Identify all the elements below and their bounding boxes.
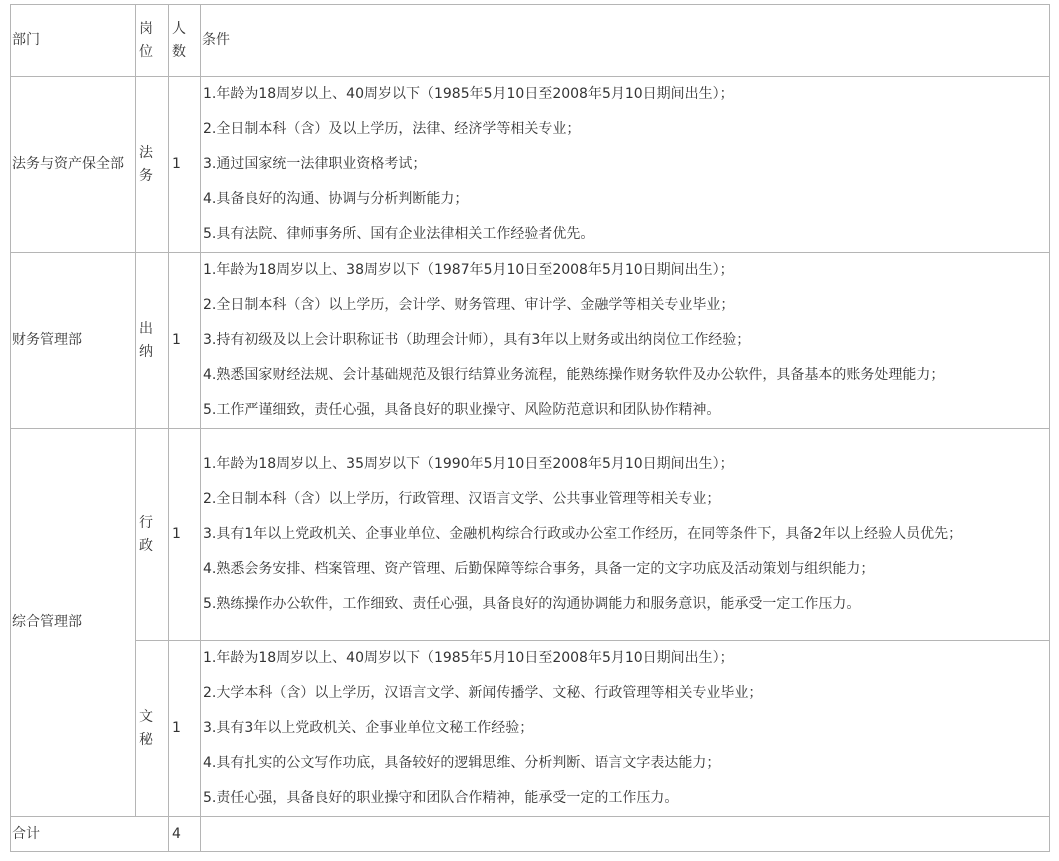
condition-item: 4.熟悉会务安排、档案管理、资产管理、后勤保障等综合事务，具备一定的文字功底及活动策划与组织能力； xyxy=(203,561,875,577)
conditions-cell xyxy=(201,429,1050,641)
count-cell: 1 xyxy=(169,641,201,817)
table-row xyxy=(11,253,1050,429)
header-cond: 条件 xyxy=(201,5,1050,77)
count-cell: 1 xyxy=(169,253,201,429)
condition-item: 4.具有扎实的公文写作功底，具备较好的逻辑思维、分析判断、语言文字表达能力； xyxy=(203,755,721,771)
condition-item: 3.通过国家统一法律职业资格考试； xyxy=(203,156,427,172)
condition-item: 5.责任心强，具备良好的职业操守和团队合作精神，能承受一定的工作压力。 xyxy=(203,790,679,806)
condition-item: 5.工作严谨细致，责任心强，具备良好的职业操守、风险防范意识和团队协作精神。 xyxy=(203,402,721,418)
condition-item: 2.大学本科（含）以上学历，汉语言文学、新闻传播学、文秘、行政管理等相关专业毕业； xyxy=(203,685,763,701)
condition-item: 4.熟悉国家财经法规、会计基础规范及银行结算业务流程，能熟练操作财务软件及办公软件，具备基本的账务处理能力； xyxy=(203,367,945,383)
header-dept: 部门 xyxy=(11,5,136,77)
dept-cell: 财务管理部 xyxy=(11,253,136,429)
conditions-cell xyxy=(201,253,1050,429)
post-cell: 文秘 xyxy=(136,641,169,817)
condition-item: 5.具有法院、律师事务所、国有企业法律相关工作经验者优先。 xyxy=(203,226,595,242)
condition-item: 2.全日制本科（含）以上学历，行政管理、汉语言文学、公共事业管理等相关专业； xyxy=(203,491,721,507)
count-cell: 1 xyxy=(169,77,201,253)
header-count: 人数 xyxy=(169,5,201,77)
condition-item: 3.持有初级及以上会计职称证书（助理会计师），具有3年以上财务或出纳岗位工作经验； xyxy=(203,332,751,348)
condition-item: 4.具备良好的沟通、协调与分析判断能力； xyxy=(203,191,469,207)
condition-item: 5.熟练操作办公软件，工作细致、责任心强，具备良好的沟通协调能力和服务意识，能承受一定工作压力。 xyxy=(203,596,861,612)
condition-item: 2.全日制本科（含）以上学历，会计学、财务管理、审计学、金融学等相关专业毕业； xyxy=(203,297,735,313)
table-row xyxy=(11,641,1050,817)
count-cell: 1 xyxy=(169,429,201,641)
condition-item: 1.年龄为18周岁以上、40周岁以下（1985年5月10日至2008年5月10日期间出生）； xyxy=(203,86,734,102)
total-empty-cell xyxy=(201,817,1050,852)
header-post: 岗位 xyxy=(136,5,169,77)
condition-item: 3.具有1年以上党政机关、企事业单位、金融机构综合行政或办公室工作经历，在同等条件下，具备2年以上经验人员优先； xyxy=(203,526,963,542)
table-row xyxy=(11,77,1050,253)
header-row xyxy=(11,5,1050,77)
dept-cell: 综合管理部 xyxy=(11,429,136,817)
conditions-cell xyxy=(201,641,1050,817)
recruitment-table xyxy=(10,4,1050,852)
post-cell: 行政 xyxy=(136,429,169,641)
condition-item: 1.年龄为18周岁以上、38周岁以下（1987年5月10日至2008年5月10日期间出生）； xyxy=(203,262,734,278)
total-row xyxy=(11,817,1050,852)
condition-item: 1.年龄为18周岁以上、40周岁以下（1985年5月10日至2008年5月10日期间出生）； xyxy=(203,650,734,666)
conditions-cell xyxy=(201,77,1050,253)
total-label: 合计 xyxy=(11,817,169,852)
condition-item: 2.全日制本科（含）及以上学历，法律、经济学等相关专业； xyxy=(203,121,581,137)
condition-item: 1.年龄为18周岁以上、35周岁以下（1990年5月10日至2008年5月10日期间出生）； xyxy=(203,456,734,472)
table-row xyxy=(11,429,1050,641)
post-cell: 法务 xyxy=(136,77,169,253)
dept-cell: 法务与资产保全部 xyxy=(11,77,136,253)
post-cell: 出纳 xyxy=(136,253,169,429)
condition-item: 3.具有3年以上党政机关、企事业单位文秘工作经验； xyxy=(203,720,534,736)
total-count: 4 xyxy=(169,817,201,852)
